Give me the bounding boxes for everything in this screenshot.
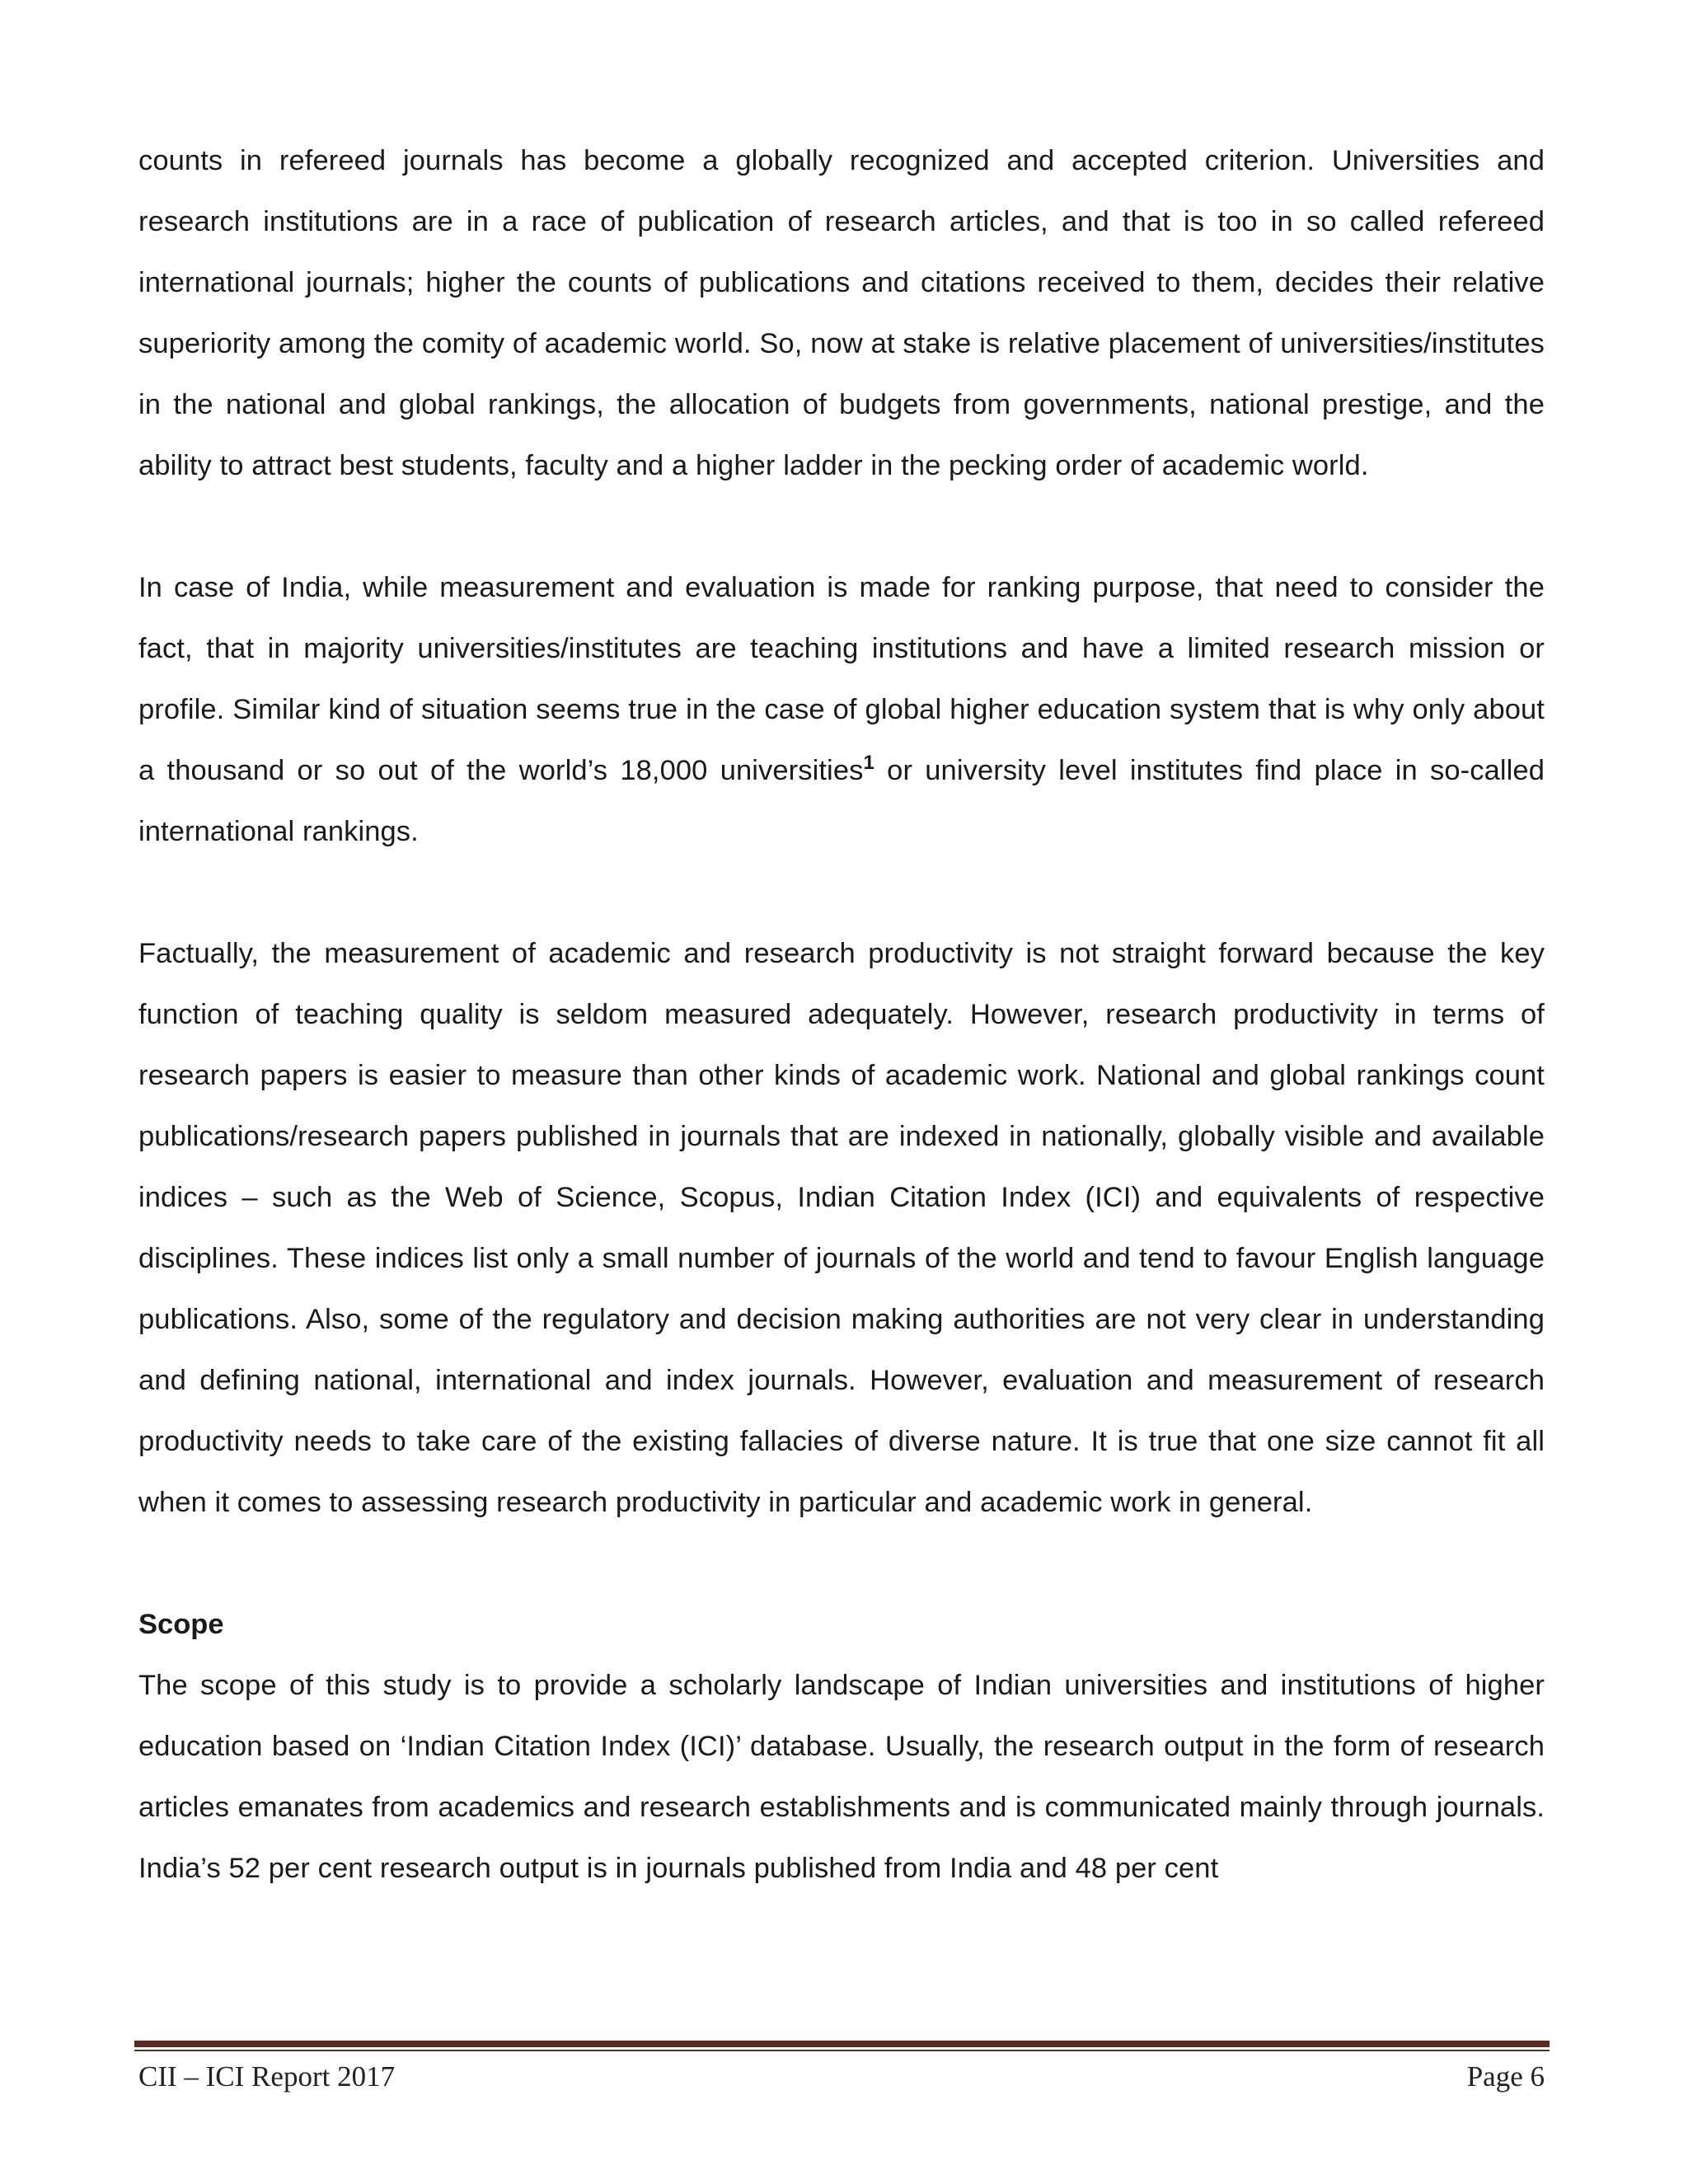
paragraph-india-text-before: In case of India, while measurement and evaluation is made for ranking purpose, that need to consider the fact, that in majority universities/institutes are teaching institutions and have a limited research mission or profile. Similar kind of situation seems true in the case of global higher education system that is why only about a thousand or so out of the world’s 18,000 universities <box>138 572 1545 786</box>
document-body <box>138 130 1545 1899</box>
paragraph-measurement: Factually, the measurement of academic and research productivity is not straight forward because the key function of teaching quality is seldom measured adequately. However, research productivity in terms of research papers is easier to measure than other kinds of academic work. National and global rankings count publications/research papers published in journals that are indexed in nationally, globally visible and available indices – such as the Web of Science, Scopus, Indian Citation Index (ICI) and equivalents of respective disciplines. These indices list only a small number of journals of the world and tend to favour English language publications. Also, some of the regulatory and decision making authorities are not very clear in understanding and defining national, international and index journals. However, evaluation and measurement of research productivity needs to take care of the existing fallacies of diverse nature. It is true that one size cannot fit all when it comes to assessing research productivity in particular and academic work in general. <box>138 938 1545 1518</box>
paragraph-india-case <box>138 557 1545 862</box>
paragraph-scope: The scope of this study is to provide a scholarly landscape of Indian universities and institutions of higher education based on ‘Indian Citation Index (ICI)’ database. Usually, the research output in the form of research articles emanates from academics and research establishments and is communicated mainly through journals. India’s 52 per cent research output is in journals published from India and 48 per cent <box>138 1670 1545 1884</box>
paragraph-rankings-context: counts in refereed journals has become a globally recognized and accepted criterion. Universities and research institutions are in a race of publication of research articles, and that is too in so called refereed international journals; higher the counts of publications and citations received to them, decides their relative superiority among the comity of academic world. So, now at stake is relative placement of universities/institutes in the national and global rankings, the allocation of budgets from governments, national prestige, and the ability to attract best students, faculty and a higher ladder in the pecking order of academic world. <box>138 145 1545 481</box>
paragraph-india-text-after: or university level institutes find place in so-called international rankings. <box>138 755 1545 847</box>
footer-report-title: CII – ICI Report 2017 <box>138 2060 396 2093</box>
section-heading-scope: Scope <box>138 1609 224 1640</box>
footer-page-number: Page 6 <box>1466 2060 1545 2093</box>
page-footer <box>138 2060 1545 2093</box>
footer-divider <box>134 2041 1550 2047</box>
footnote-marker[interactable]: 1 <box>863 751 874 774</box>
